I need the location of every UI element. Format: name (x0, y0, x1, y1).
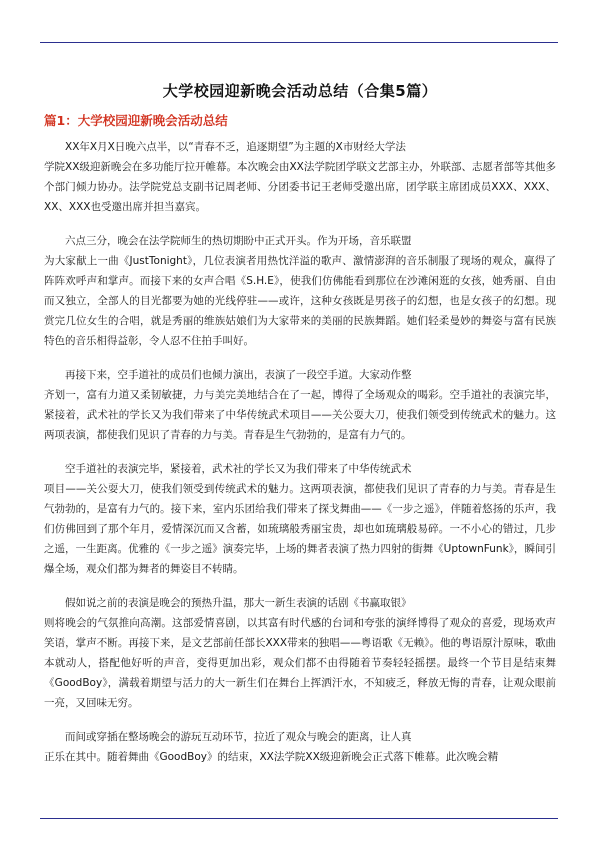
document-body (44, 80, 556, 767)
paragraph-first-line: 六点三分，晚会在法学院师生的热切期盼中正式开头。作为开场，音乐联盟 (65, 235, 412, 247)
section-heading: 篇1：大学校园迎新晚会活动总结 (44, 113, 228, 128)
paragraph-first-line: XX年X月X日晚六点半，以“青春不乏，追逐期望”为主题的X市财经大学法 (65, 141, 406, 153)
paragraph-first-line: 而间或穿插在整场晚会的游玩互动环节，拉近了观众与晚会的距离，让人真 (65, 731, 412, 743)
paragraph-first-line: 再接下来，空手道社的成员们也倾力演出，表演了一段空手道。大家动作整 (65, 369, 412, 381)
paragraph-2 (44, 231, 556, 351)
header-rule (40, 42, 558, 43)
paragraph-text: 正乐在其中。随着舞曲《GoodBoy》的结束，XX法学院XX级迎新晚会正式落下帷幕。此次晚会精 (44, 751, 499, 763)
footer-rule (40, 818, 558, 819)
document-title: 大学校园迎新晚会活动总结（合集5篇） (162, 82, 438, 100)
paragraph-3 (44, 365, 556, 445)
paragraph-1 (44, 137, 556, 217)
paragraph-text: 学院XX级迎新晚会在多功能厅拉开帷幕。本次晚会由XX法学院团学联文艺部主办，外联部、志愿者部等其他多个部门倾力协办。法学院党总支副书记周老师、分团委书记王老师受邀出席，团学联主席团成员XXX、XXX、XX、XXX也受邀出席并担当嘉宾。 (44, 161, 556, 213)
paragraph-text: 项目——关公耍大刀，使我们领受到传统武术的魅力。这两项表演，都使我们见识了青春的力与美。青春是生气勃勃的，是富有力气的。接下来，室内乐团给我们带来了探戈舞曲——《一步之遥》，伴随着悠扬的乐声，我们仿佛回到了那个年月，爱情深沉而又含蓄，如琉璃般秀丽宝贵，却也如琉璃般易碎。一不小心的错过，几步之遥，一生距离。优雅的《一步之遥》演奏完毕，上场的舞者表演了热力四射的街舞《UptownFunk》，瞬间引爆全场，观众们都为舞者的舞姿目不转睛。 (44, 483, 556, 575)
paragraph-first-line: 空手道社的表演完毕，紧接着，武术社的学长又为我们带来了中华传统武术 (65, 463, 412, 475)
paragraph-5 (44, 593, 556, 713)
paragraph-4 (44, 459, 556, 579)
paragraph-text: 齐划一，富有力道又柔韧敏捷，力与美完美地结合在了一起，博得了全场观众的喝彩。空手道社的表演完毕，紧接着，武术社的学长又为我们带来了中华传统武术项目——关公耍大刀，使我们领受到传统武术的魅力。这两项表演，都使我们见识了青春的力与美。青春是生气勃勃的，是富有力气的。 (44, 389, 556, 441)
paragraph-text: 为大家献上一曲《JustTonight》，几位表演者用热忱洋溢的歌声、激情澎湃的音乐制服了现场的观众，赢得了阵阵欢呼声和掌声。而接下来的女声合唱《S.H.E》，使我们仿佛能看到那位在沙滩闲逛的女孩，她秀丽、自由而又独立，全部人的目光都要为她的光线停驻——或许，这种女孩既是男孩子的幻想，也是女孩子的幻想。现赏完几位女生的合唱，就是秀丽的维族姑娘们为大家带来的美丽的民族舞蹈。她们轻柔曼妙的舞姿与富有民族特色的音乐相得益彰，令人忍不住拍手叫好。 (44, 255, 556, 347)
paragraph-6 (44, 727, 556, 767)
paragraph-first-line: 假如说之前的表演是晚会的预热升温，那大一新生表演的话剧《书赢取银》 (65, 597, 412, 609)
paragraph-text: 则将晚会的气氛推向高潮。这部爱情喜剧，以其富有时代感的台词和夸张的演绎博得了观众的喜爱，现场欢声笑语，掌声不断。再接下来，是文艺部前任部长XXX带来的独唱——粤语歌《无赖》。他的粤语原汁原味，歌曲本就动人，搭配他好听的声音，变得更加出彩，观众们都不由得随着节奏轻轻摇摆。最终一个节目是结束舞《GoodBoy》，满载着期望与活力的大一新生们在舞台上挥洒汗水，不知疲乏，释放无悔的青春，让观众眼前一亮，又回味无穷。 (44, 617, 556, 709)
